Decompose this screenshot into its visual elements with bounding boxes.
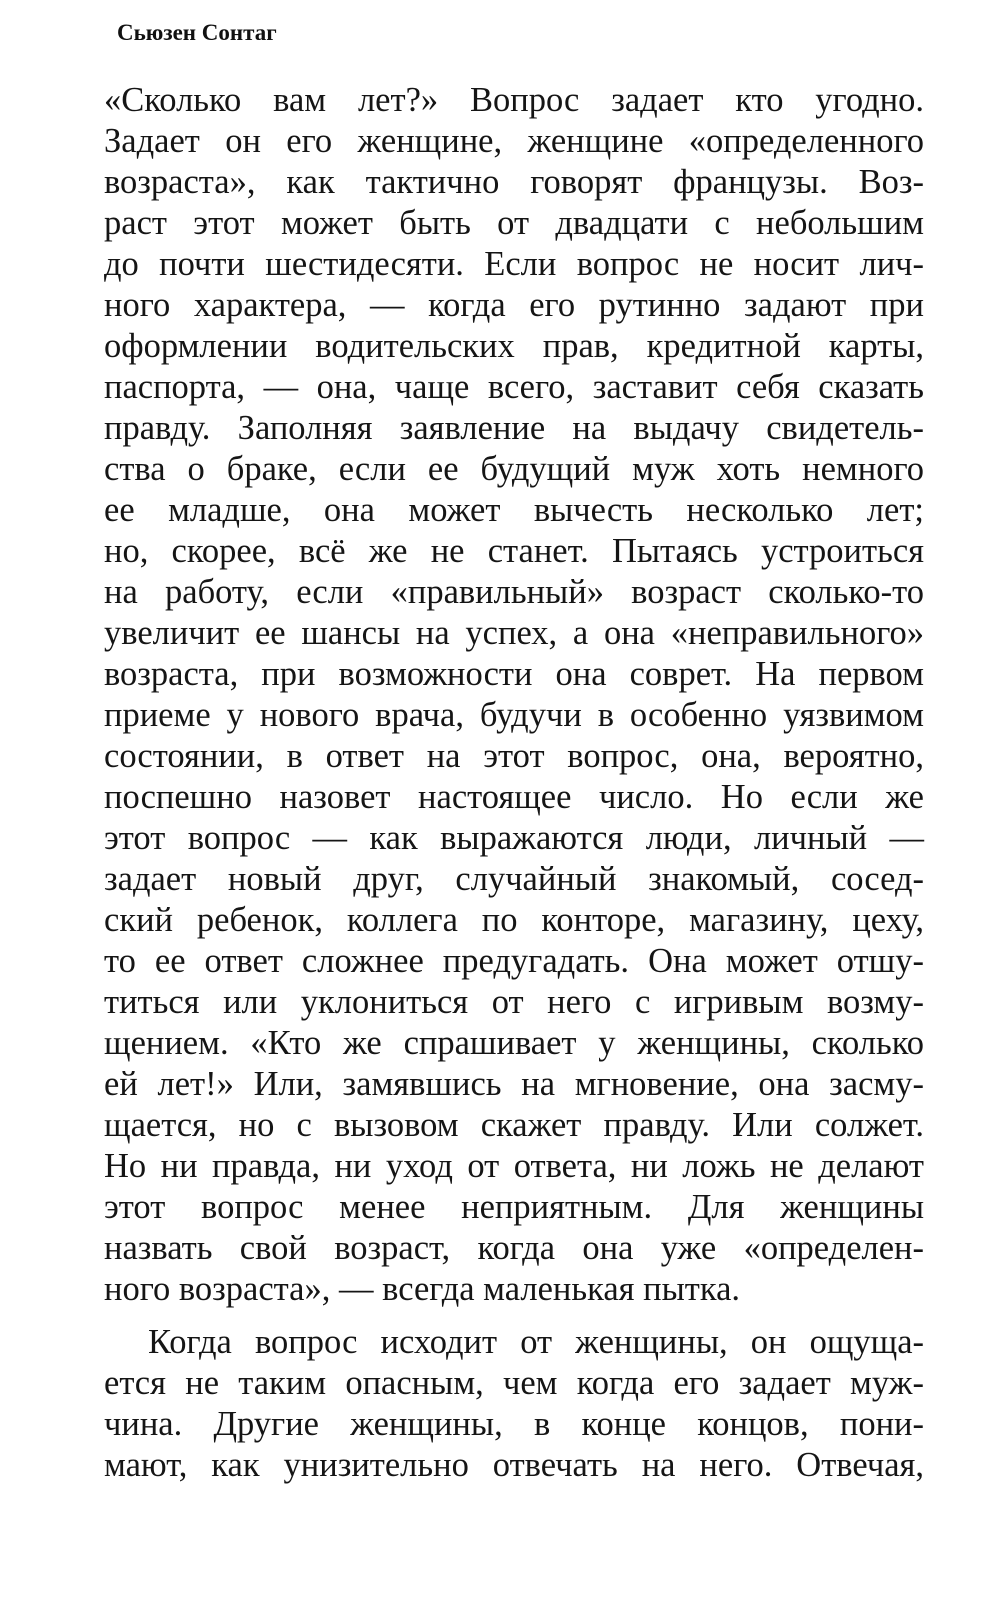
text-line: ного характера, — когда его рутинно задают при [104, 286, 924, 324]
text-line: правду. Заполняя заявление на выдачу свидетель- [104, 409, 924, 447]
text-line: то ее ответ сложнее предугадать. Она может отшу- [104, 942, 924, 980]
body-text [104, 80, 924, 1486]
text-line: поспешно назовет настоящее число. Но если же [104, 778, 924, 816]
running-head: Сьюзен Сонтаг [117, 20, 277, 45]
text-line: этот вопрос менее неприятным. Для женщины [104, 1188, 924, 1226]
text-line: Но ни правда, ни уход от ответа, ни ложь не делают [104, 1147, 924, 1185]
text-line: ства о браке, если ее будущий муж хоть немного [104, 450, 924, 488]
text-line: ного возраста», — всегда маленькая пытка. [104, 1270, 741, 1308]
text-line: паспорта, — она, чаще всего, заставит себя сказать [104, 368, 924, 406]
text-line: на работу, если «правильный» возраст сколько-то [104, 573, 924, 611]
text-line: щается, но с вызовом скажет правду. Или солжет. [104, 1106, 924, 1144]
text-line: раст этот может быть от двадцати с небольшим [104, 204, 924, 242]
text-line: ется не таким опасным, чем когда его задает муж- [104, 1364, 924, 1402]
paragraph [104, 1322, 924, 1486]
text-line: до почти шестидесяти. Если вопрос не носит лич- [104, 245, 924, 283]
text-line: чина. Другие женщины, в конце концов, пони- [104, 1405, 924, 1443]
text-line: ей лет!» Или, замявшись на мгновение, она засму- [104, 1065, 924, 1103]
text-line: «Сколько вам лет?» Вопрос задает кто угодно. [104, 81, 924, 119]
text-line: оформлении водительских прав, кредитной карты, [104, 327, 924, 365]
text-line: приеме у нового врача, будучи в особенно уязвимом [104, 696, 924, 734]
text-line: ский ребенок, коллега по конторе, магазину, цеху, [104, 901, 924, 939]
text-line: этот вопрос — как выражаются люди, личный — [104, 819, 924, 857]
text-line: задает новый друг, случайный знакомый, сосед- [104, 860, 924, 898]
text-line: но, скорее, всё же не станет. Пытаясь устроиться [104, 532, 924, 570]
text-line: титься или уклониться от него с игривым возму- [104, 983, 924, 1021]
text-line: возраста», как тактично говорят французы. Воз- [104, 163, 924, 201]
text-line: мают, как унизительно отвечать на него. Отвечая, [104, 1446, 924, 1484]
text-line: Когда вопрос исходит от женщины, он ощуща- [148, 1323, 924, 1361]
paragraph [104, 80, 924, 1310]
text-line: назвать свой возраст, когда она уже «определен- [104, 1229, 924, 1267]
text-line: ее младше, она может вычесть несколько лет; [104, 491, 924, 529]
text-line: Задает он его женщине, женщине «определенного [104, 122, 924, 160]
text-line: возраста, при возможности она соврет. На первом [104, 655, 924, 693]
text-line: состоянии, в ответ на этот вопрос, она, вероятно, [104, 737, 924, 775]
text-line: увеличит ее шансы на успех, а она «неправильного» [104, 614, 924, 652]
paragraph-gap [104, 1310, 924, 1322]
text-line: щением. «Кто же спрашивает у женщины, сколько [104, 1024, 924, 1062]
